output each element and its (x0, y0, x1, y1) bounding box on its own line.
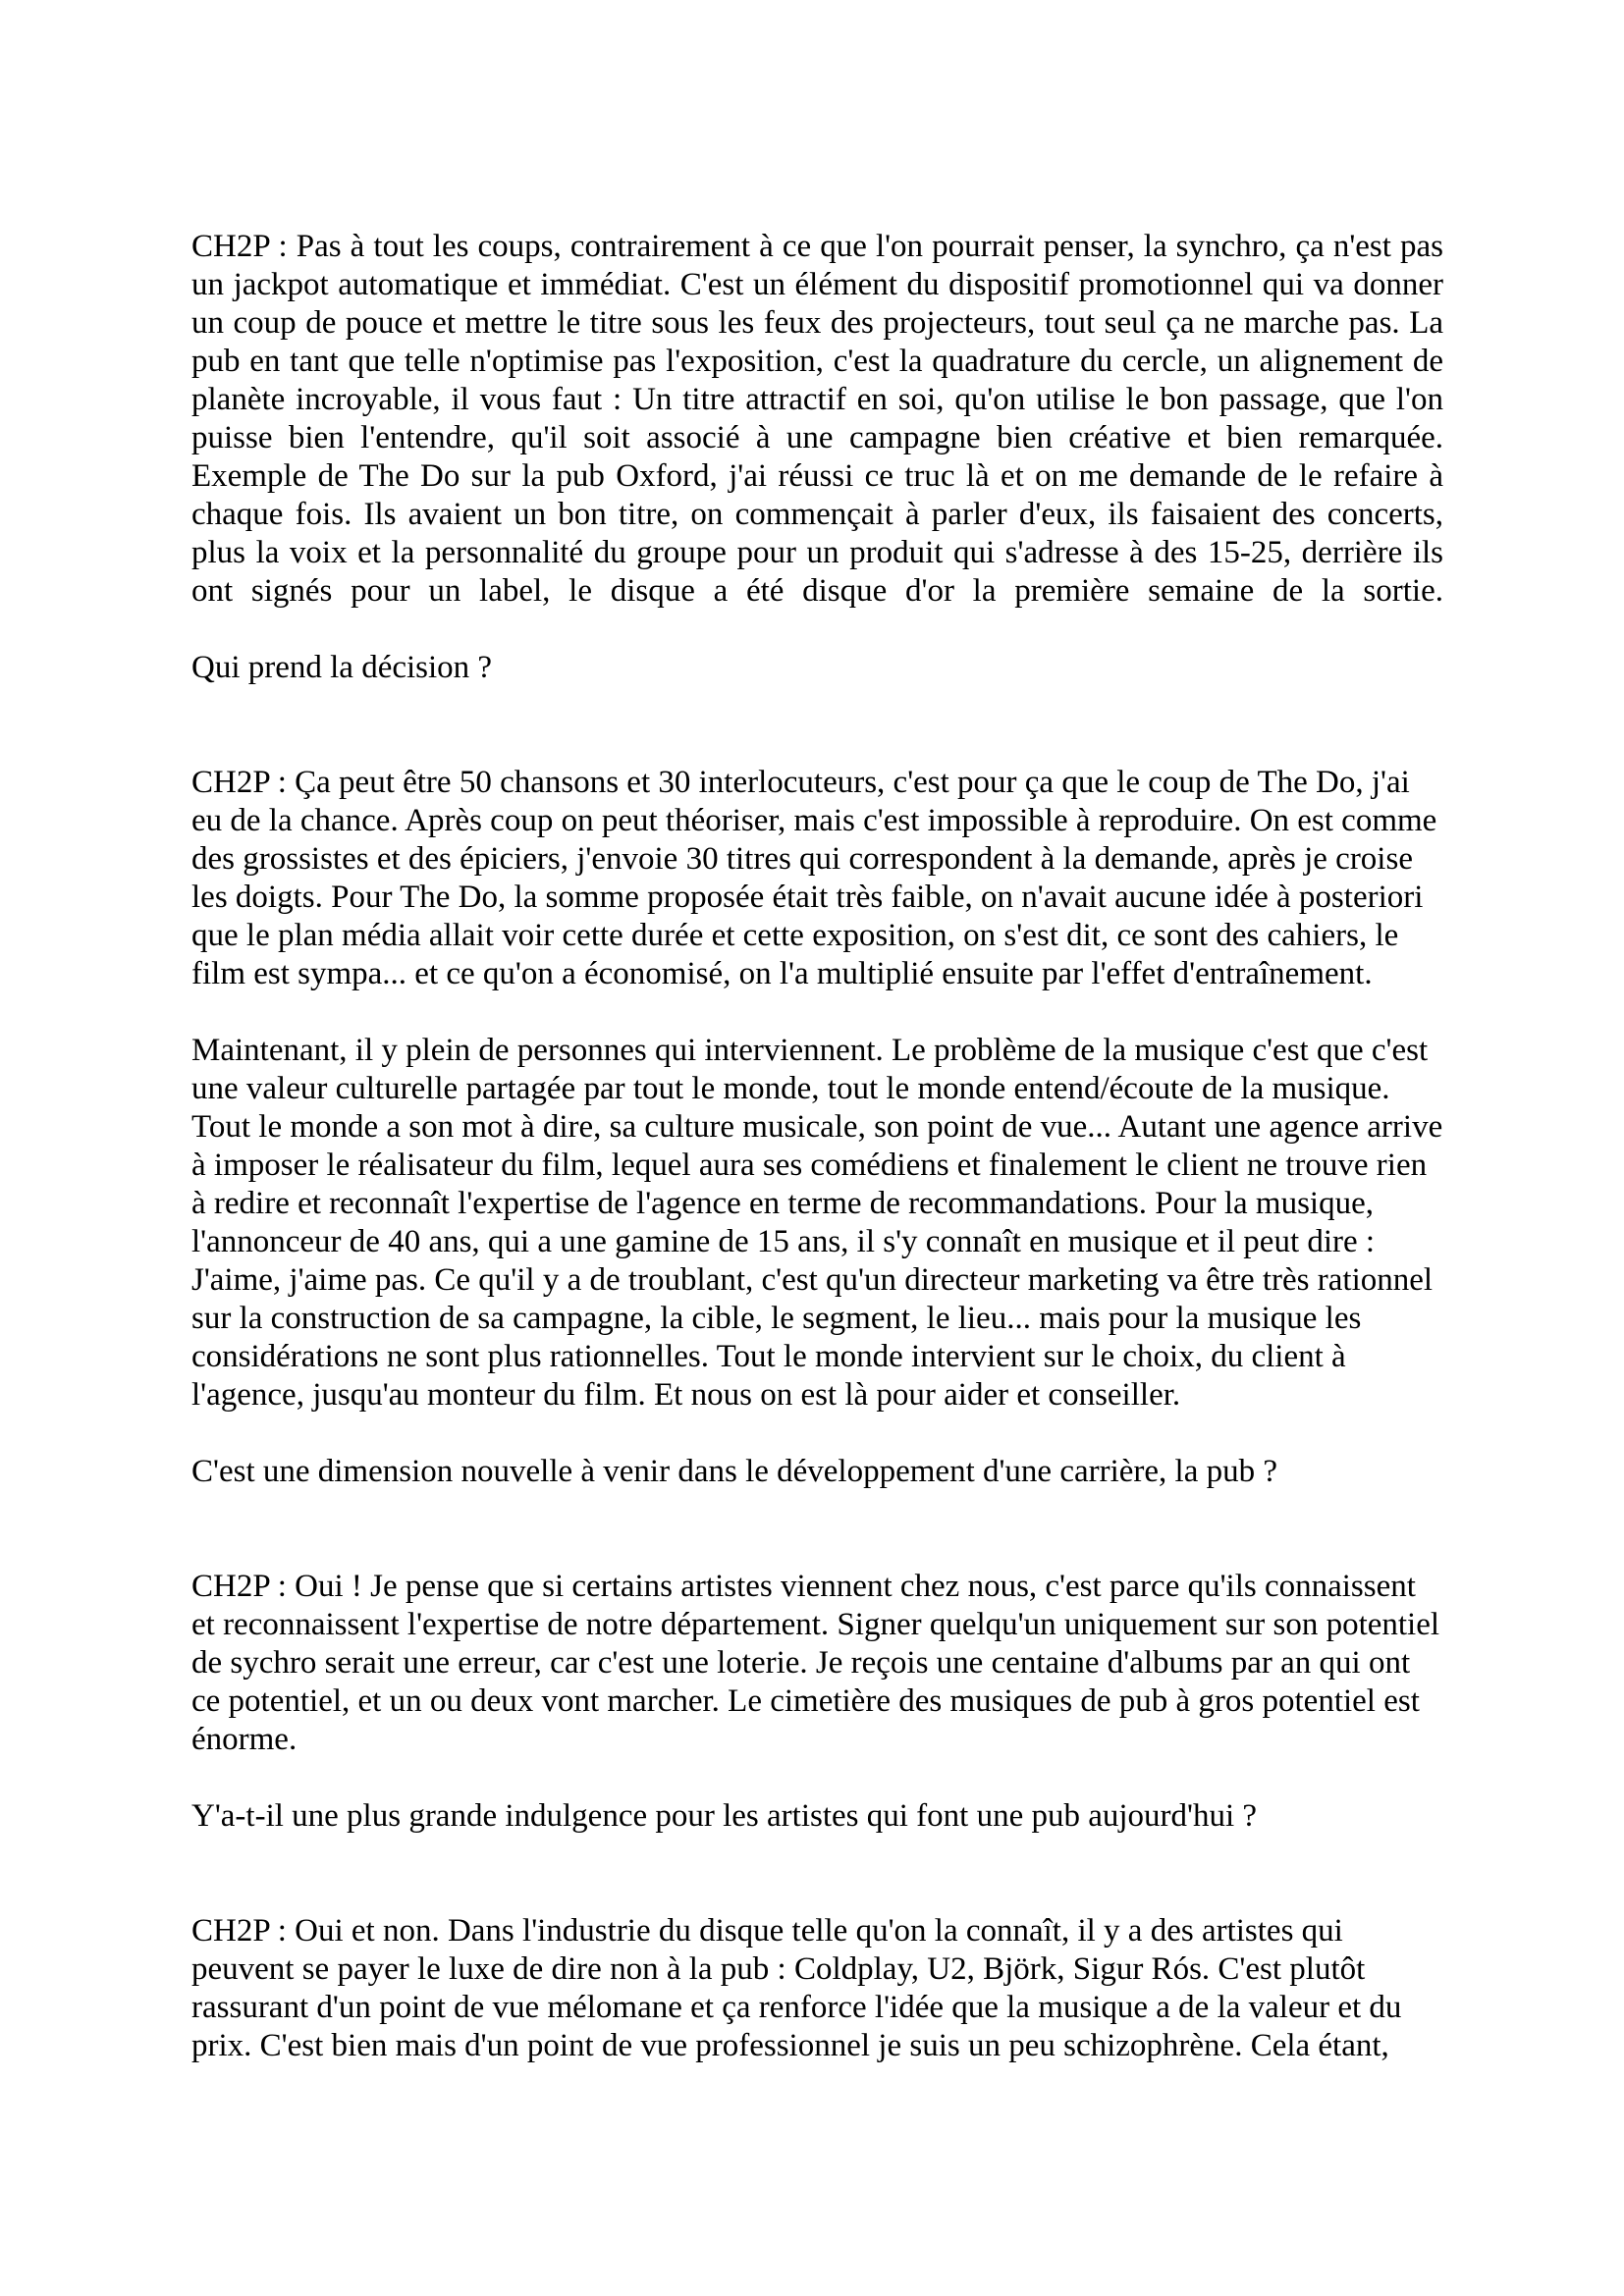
interview-question: Y'a-t-il une plus grande indulgence pour les artistes qui font une pub aujourd'hui ? (191, 1798, 1258, 1834)
interview-answer-paragraph: CH2P : Pas à tout les coups, contrairement à ce que l'on pourrait penser, la synchro, ça n'est pas un jackpot automatique et immédiat. C'est un élément du dispositif promotionnel qui va donner un coup de pouce et mettre le titre sous les feux des projecteurs, tout seul ça ne marche pas. La pub en tant que telle n'optimise pas l'exposition, c'est la quadrature du cercle, un alignement de planète incroyable, il vous faut : Un titre attractif en soi, qu'on utilise le bon passage, que l'on puisse bien l'entendre, qu'il soit associé à une campagne bien créative et bien remarquée. Exemple de The Do sur la pub Oxford, j'ai réussi ce truc là et on me demande de le refaire à chaque fois. Ils avaient un bon titre, on commençait à parler d'eux, ils faisaient des concerts, plus la voix et la personnalité du groupe pour un produit qui s'adresse à des 15-25, derrière ils ont signés pour un label, le disque a été disque d'or la première semaine de la sortie. (191, 229, 1443, 609)
interview-answer-paragraph: CH2P : Ça peut être 50 chansons et 30 interlocuteurs, c'est pour ça que le coup de The Do, j'ai eu de la chance. Après coup on peut théoriser, mais c'est impossible à reproduire. On est comme des grossistes et des épiciers, j'envoie 30 titres qui correspondent à la demande, après je croise les doigts. Pour The Do, la somme proposée était très faible, on n'avait aucune idée à posteriori que le plan média allait voir cette durée et cette exposition, on s'est dit, ce sont des cahiers, le film est sympa... et ce qu'on a économisé, on l'a multiplié ensuite par l'effet d'entraînement. (191, 765, 1437, 991)
interview-question: Qui prend la décision ? (191, 650, 493, 685)
interview-answer-paragraph: Maintenant, il y plein de personnes qui interviennent. Le problème de la musique c'est que c'est une valeur culturelle partagée par tout le monde, tout le monde entend/écoute de la musique. Tout le monde a son mot à dire, sa culture musicale, son point de vue... Autant une agence arrive à imposer le réalisateur du film, lequel aura ses comédiens et finalement le client ne trouve rien à redire et reconnaît l'expertise de l'agence en terme de recommandations. Pour la musique, l'annonceur de 40 ans, qui a une gamine de 15 ans, il s'y connaît en musique et il peut dire : J'aime, j'aime pas. Ce qu'il y a de troublant, c'est qu'un directeur marketing va être très rationnel sur la construction de sa campagne, la cible, le segment, le lieu... mais pour la musique les considérations ne sont plus rationnelles. Tout le monde intervient sur le choix, du client à l'agence, jusqu'au monteur du film. Et nous on est là pour aider et conseiller. (191, 1033, 1443, 1413)
document-body (191, 228, 1443, 2065)
interview-answer-paragraph: CH2P : Oui ! Je pense que si certains artistes viennent chez nous, c'est parce qu'ils connaissent et reconnaissent l'expertise de notre département. Signer quelqu'un uniquement sur son potentiel de sychro serait une erreur, car c'est une loterie. Je reçois une centaine d'albums par an qui ont ce potentiel, et un ou deux vont marcher. Le cimetière des musiques de pub à gros potentiel est énorme. (191, 1569, 1440, 1757)
interview-answer-paragraph: CH2P : Oui et non. Dans l'industrie du disque telle qu'on la connaît, il y a des artistes qui peuvent se payer le luxe de dire non à la pub : Coldplay, U2, Björk, Sigur Rós. C'est plutôt rassurant d'un point de vue mélomane et ça renforce l'idée que la musique a de la valeur et du prix. C'est bien mais d'un point de vue professionnel je suis un peu schizophrène. Cela étant, (191, 1913, 1402, 2063)
interview-question: C'est une dimension nouvelle à venir dans le développement d'une carrière, la pub ? (191, 1454, 1278, 1489)
